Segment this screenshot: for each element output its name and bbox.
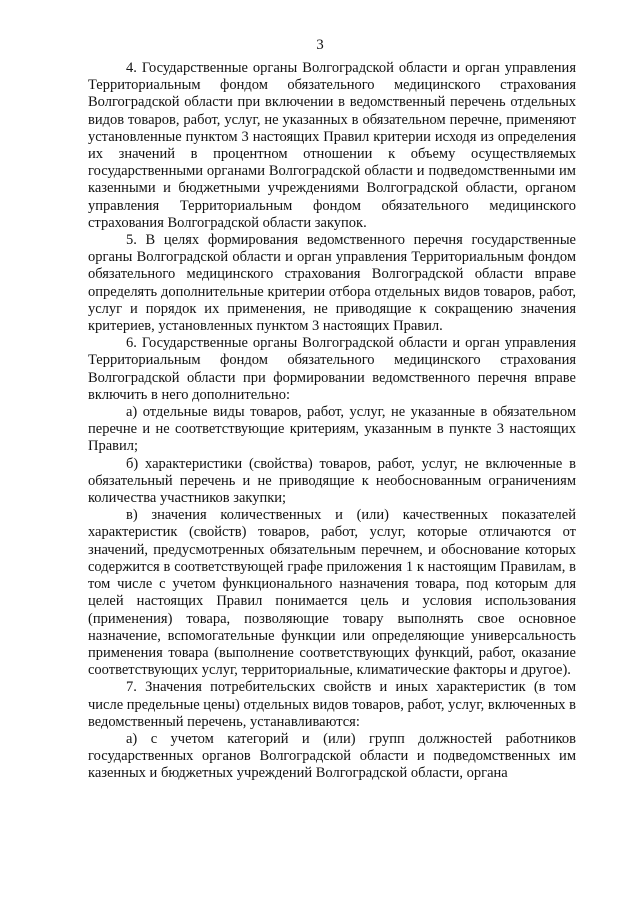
paragraph-6-v: в) значения количественных и (или) качественных показателей характеристик (свойств) товаров, работ, услуг, которые отличаются от значений, предусмотренных обязательным перечнем, и обоснование которых содержится в соответствующей графе приложения 1 к настоящим Правилам, в том числе с учетом функционального назначения товара, под которым для целей настоящих Правил понимается цель и условия использования (применения) товара, позволяющие товару выполнять свое основное назначение, вспомогательные функции или определяющие универсальность применения товара (выполнение соответствующих функций, работ, оказание соответствующих услуг, территориальные, климатические факторы и другое). [88, 507, 576, 679]
page-number: 3 [316, 37, 324, 53]
paragraph-6-b: б) характеристики (свойства) товаров, работ, услуг, не включенные в обязательный перечень и не приводящие к необоснованным ограничениям количества участников закупки; [88, 455, 576, 507]
paragraph-7-a: а) с учетом категорий и (или) групп должностей работников государственных органов Волгоградской области и подведомственных им казенных и бюджетных учреждений Волгоградской области, органа [88, 730, 576, 782]
document-body [88, 60, 576, 783]
paragraph-5: 5. В целях формирования ведомственного перечня государственные органы Волгоградской области и орган управления Территориальным фондом обязательного медицинского страхования Волгоградской области вправе определять дополнительные критерии отбора отдельных видов товаров, работ, услуг и порядок их применения, не приводящие к сокращению значения критериев, установленных пунктом 3 настоящих Правил. [88, 232, 576, 335]
paragraph-6: 6. Государственные органы Волгоградской области и орган управления Территориальным фондом обязательного медицинского страхования Волгоградской области при формировании ведомственного перечня вправе включить в него дополнительно: [88, 335, 576, 403]
paragraph-7: 7. Значения потребительских свойств и иных характеристик (в том числе предельные цены) отдельных видов товаров, работ, услуг, включенных в ведомственный перечень, устанавливаются: [88, 679, 576, 730]
paragraph-6-a: а) отдельные виды товаров, работ, услуг, не указанные в обязательном перечне и не соответствующие критериям, указанным в пункте 3 настоящих Правил; [88, 404, 576, 455]
paragraph-4: 4. Государственные органы Волгоградской области и орган управления Территориальным фондом обязательного медицинского страхования Волгоградской области при включении в ведомственный перечень отдельных видов товаров, работ, услуг, не указанных в обязательном перечне, применяют установленные пунктом 3 настоящих Правил критерии исходя из определения их значений в процентном отношении к объему осуществляемых государственными органами Волгоградской области и подведомственными им казенными и бюджетными учреждениями Волгоградской области, органом управления Территориальным фондом обязательного медицинского страхования Волгоградской области закупок. [88, 60, 576, 231]
